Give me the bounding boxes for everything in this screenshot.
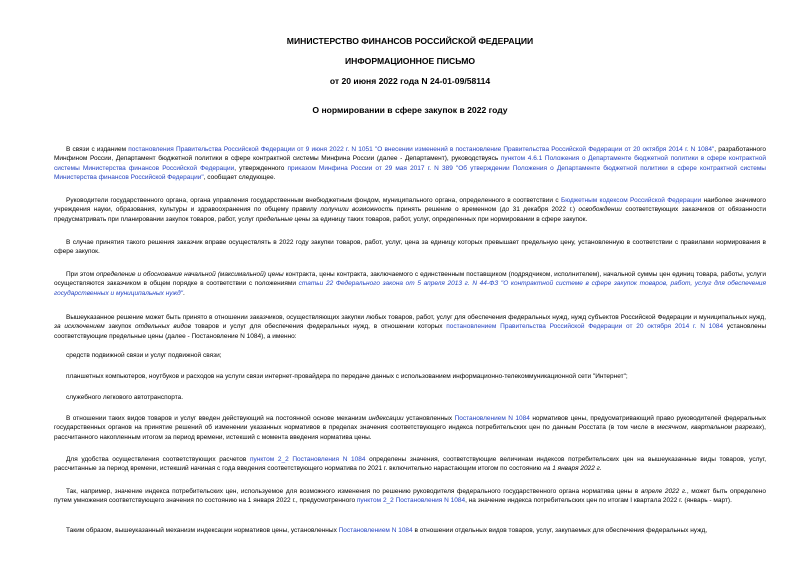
text-run: В отношении таких видов товаров и услуг введен действующий на постоянной основе механизм [66, 415, 369, 422]
text-run: Таким образом, вышеуказанный механизм индексации нормативов цены, установленных [66, 527, 339, 534]
document-type: ИНФОРМАЦИОННОЕ ПИСЬМО [344, 56, 476, 66]
link-regulation-4-6-1[interactable]: пунктом 4.6.1 Положения о Департаменте бюджетной политики в сфере контрактной системы Министерства финансов Российской Федерации [54, 155, 766, 172]
link-item-2-2[interactable]: пунктом 2_2 Постановления N 1084 [356, 497, 466, 505]
text-run: за единицу таких товаров, работ, услуг, определенных при нормировании в сфере закупок. [310, 215, 588, 223]
italic-run: на 1 января 2022 г. [543, 465, 602, 473]
link-budget-code[interactable]: Бюджетным кодексом Российской Федерации [560, 197, 702, 204]
text-run: контракта, цены контракта, заключаемого с единственным поставщиком (подрядчиком, исполнителем), начальной суммы цен единиц товара, работы, услуги осуществляются заказчиком в общем порядке в соответствии с положениями [54, 271, 766, 288]
text-run: , разработанного Минфином России, Департамент бюджетной политики в сфере контрактной системы Минфина России (далее - Департамент), руководствуясь [54, 146, 766, 163]
link-resolution-1084[interactable]: Постановлением N 1084 [454, 415, 530, 422]
italic-run: индексации [368, 415, 404, 422]
paragraph-9 [54, 526, 766, 535]
text-run: , на значение индекса потребительских цен по итогам I квартала 2022 г. (январь - март). [465, 497, 732, 505]
paragraph-4 [54, 270, 766, 298]
link-article-22-44fz[interactable]: статьи 22 Федерального закона от 5 апреля 2013 г. N 44-ФЗ "О контрактной системе в сфере закупок товаров, работ, услуг для обеспечения государственных и муниципальных нужд" [54, 280, 766, 297]
text-run: , может быть определено путем умножения соответствующего значения по состоянию на 1 января 2022 г., предусмотренного [54, 488, 766, 505]
paragraph-5 [54, 313, 766, 341]
text-run: В связи с изданием [66, 146, 129, 153]
link-order-389[interactable]: приказом Минфина России от 29 мая 2017 г. N 389 "Об утверждении Положения о Департаменте бюджетной политики в сфере контрактной системы Министерства финансов Российской Федерации" [54, 164, 766, 181]
list-item-vehicles: служебного легкового автотранспорта. [66, 394, 184, 401]
paragraph-6 [54, 414, 766, 442]
link-resolution-1084[interactable]: Постановлением N 1084 [338, 527, 413, 534]
italic-run: апреле 2022 г. [640, 488, 687, 495]
link-item-2-2[interactable]: пунктом 2_2 Постановления N 1084 [250, 456, 366, 463]
italic-run: получили возможность [320, 206, 394, 214]
text-run: товаров и услуг для обеспечения федеральных нужд, в отношении которых [191, 323, 447, 331]
paragraph-2 [54, 196, 766, 224]
link-resolution-1084[interactable]: постановлением Правительства Российской Федерации от 20 октября 2014 г. N 1084 [446, 323, 724, 331]
text-run: принять решение о временном (до 31 декабря 2022 г.) [393, 206, 579, 214]
text-run: При этом [66, 271, 97, 278]
italic-run: освобождении [578, 206, 622, 214]
text-run: соответствующих заказчиков от обязанности предусматривать при планировании закупок товаров, работ, услуг [54, 206, 766, 223]
text-run: установленных [403, 415, 455, 422]
paragraph-8 [54, 487, 766, 506]
list-item-tablets: планшетных компьютеров, ноутбуков и расходов на услуги связи интернет-провайдера по передаче данных с использованием информационно-телекоммуникационной сети "Интернет"; [66, 373, 628, 380]
text-run: Вышеуказанное решение может быть принято в отношении заказчиков, осуществляющих закупки любых товаров, работ, услуг для обеспечения федеральных нужд, нужд субъектов Российской Федерации и муниципальных нужд, [66, 314, 766, 321]
link-resolution-1051[interactable]: постановления Правительства Российской Федерации от 9 июня 2022 г. N 1051 "О внесении изменений в постановление Правительства Российской Федерации от 20 октября 2014 г. N 1084" [128, 146, 715, 153]
italic-run: предельные цены [255, 215, 311, 223]
text-run: в отношении отдельных видов товаров, услуг, закупаемых для обеспечения федеральных нужд, [412, 527, 708, 534]
text-run: , утвержденного [234, 164, 288, 172]
italic-run: определение и обоснование начальной (максимальной) цены [96, 271, 284, 278]
text-run: Руководители государственного органа, органа управления государственным внебюджетным фондом, муниципального органа, определенного в соответствии с [66, 197, 561, 204]
text-run: . [183, 289, 185, 297]
text-run: наиболее значимого учреждения науки, образования, культуры и здравоохранения по общему правилу [54, 197, 766, 214]
italic-run: за исключением [54, 323, 105, 331]
document-date-number: от 20 июня 2022 года N 24-01-09/58114 [329, 76, 491, 86]
text-run: нормативов цены, предусматривающий право руководителей федеральных государственных органов на принятие решений об изменении указанных нормативов в пределах значения соответствующего индекса потребительских цен по данным Росстата (в том числе в [54, 415, 767, 432]
document-subject: О нормировании в сфере закупок в 2022 году [312, 105, 508, 115]
text-run: Так, например, значение индекса потребительских цен, используемое для возможного изменения по решению руководителя федерального государственного органа норматива цены в [66, 488, 641, 495]
text-run: Для удобства осуществления соответствующих расчетов [66, 456, 250, 463]
paragraph-3: В случае принятия такого решения заказчик вправе осуществлять в 2022 году закупки товаров, работ, услуг, цена за единицу которых превышает предельную цену, установленную в соответствии с правилами нормирования в сфере закупок. [54, 239, 766, 256]
italic-run: отдельных видов [134, 323, 192, 331]
paragraph-1 [54, 145, 766, 182]
text-run: закупок [104, 323, 135, 331]
text-run: , сообщает следующее. [203, 173, 276, 181]
text-run: ), рассчитанного накопленным итогом за период времени, истекший с момента введения норматива цены. [54, 424, 766, 441]
text-run: определены значения, соответствующие величинам индексов потребительских цен на вышеуказанные виды товаров, услуг, рассчитанные за период времени, истекший начиная с года введения соответствующего норматива по 2021 г. включительно нарастающим итогом по состоянию [54, 456, 767, 473]
italic-run: месячном, квартальном разрезах [656, 424, 763, 432]
text-run: установлены соответствующие предельные цены (далее - Постановление N 1084), а именно: [54, 323, 767, 340]
ministry-title: МИНИСТЕРСТВО ФИНАНСОВ РОССИЙСКОЙ ФЕДЕРАЦИИ [286, 36, 534, 46]
paragraph-7 [54, 455, 766, 474]
list-item-mobile: средств подвижной связи и услуг подвижной связи; [66, 352, 222, 359]
